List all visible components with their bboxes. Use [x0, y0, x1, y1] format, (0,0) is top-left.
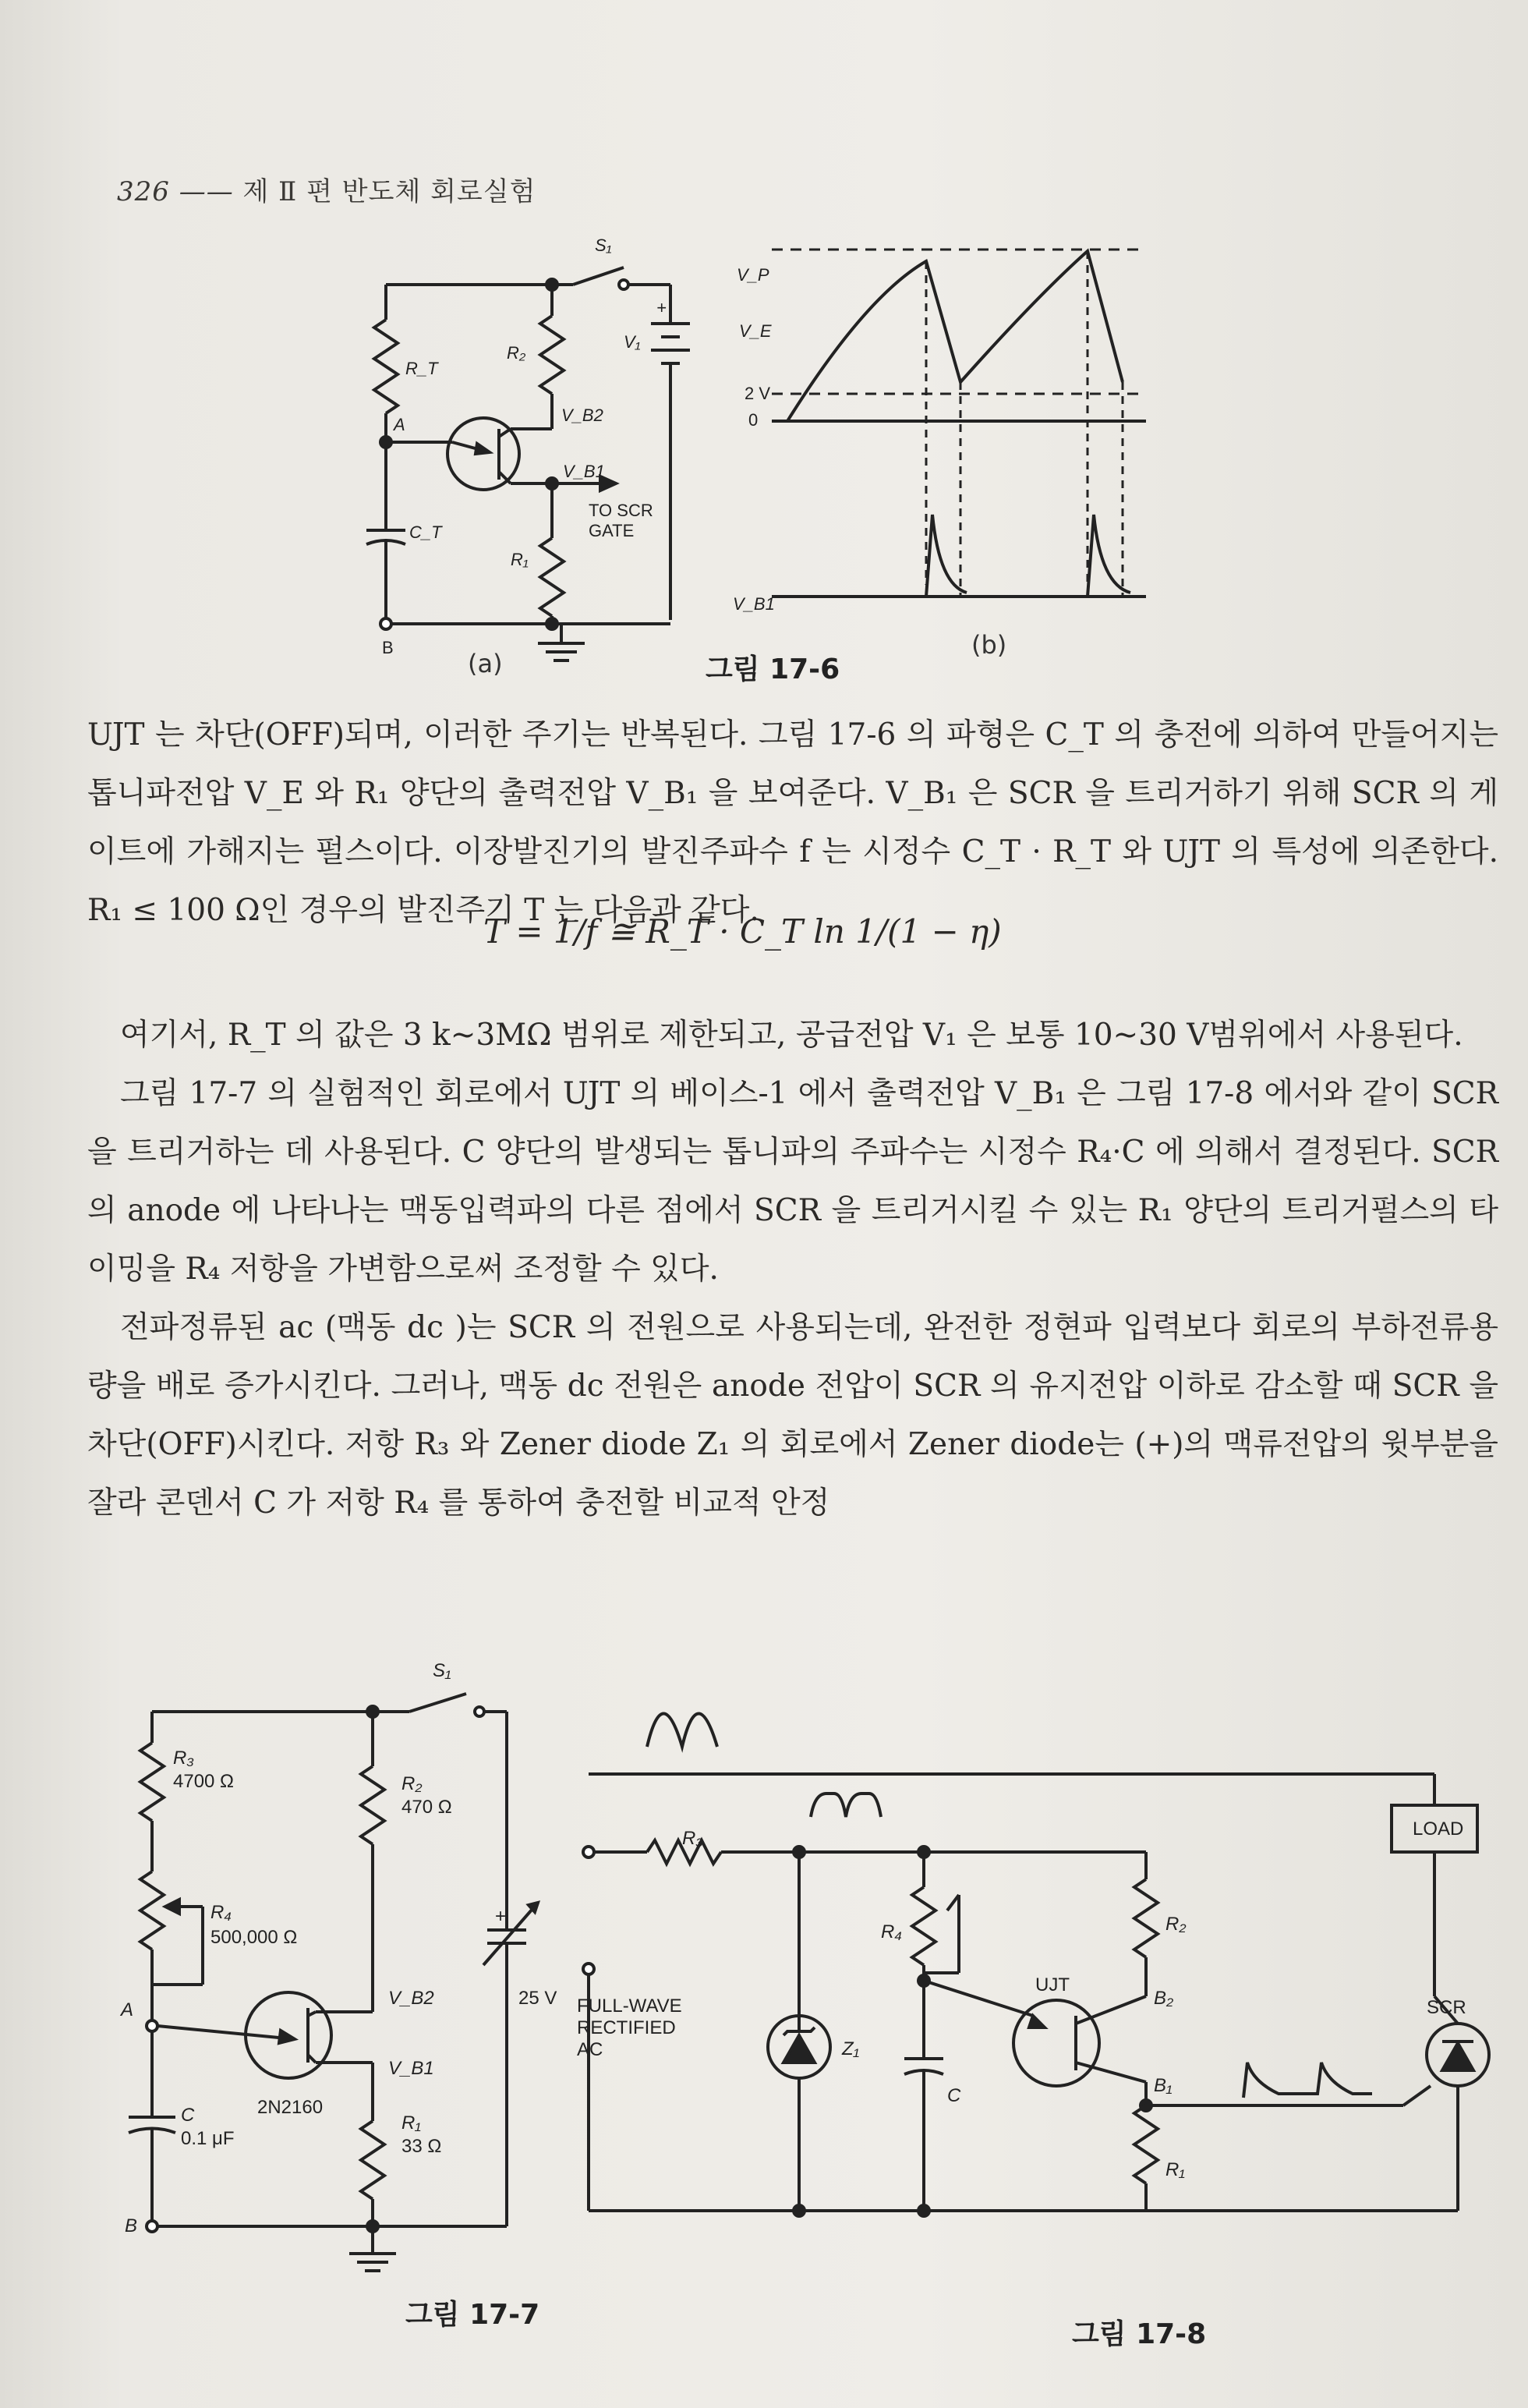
sawtooth-ve — [787, 251, 1123, 421]
label-fw-2: RECTIFIED — [577, 2017, 676, 2038]
label-r1-17-8: R₁ — [1165, 2159, 1185, 2180]
switch-s1-17-7 — [409, 1694, 466, 1712]
label-r4-val: 500,000 Ω — [210, 1927, 298, 1948]
label-b: B — [382, 638, 394, 657]
waveform-full-wave — [647, 1714, 717, 1748]
waveform-clipped — [811, 1794, 881, 1817]
label-b2: B₂ — [1154, 1988, 1174, 2009]
figure-17-8-caption: 그림 17-8 — [1072, 2318, 1207, 2350]
figure-17-7-caption: 그림 17-7 — [405, 2299, 540, 2331]
resistor-r1-17-8 — [1134, 2105, 1158, 2183]
label-vb2-17-7: V_B2 — [388, 1988, 434, 2009]
label-r3: R₃ — [173, 1748, 194, 1769]
figure-17-6-caption: 그림 17-6 — [706, 653, 840, 685]
label-a-17-7: A — [121, 1999, 134, 2020]
label-2v: 2 V — [745, 384, 771, 403]
ujt-17-8 — [1013, 2000, 1099, 2086]
label-2n2160: 2N2160 — [257, 2097, 324, 2118]
label-ct: C_T — [409, 522, 442, 542]
waveform-trigger-pulse — [1243, 2063, 1372, 2098]
body-text-bottom — [87, 1006, 1498, 1532]
label-25v: 25 V — [518, 1988, 557, 2009]
label-s1-17-7: S₁ — [433, 1660, 451, 1681]
label-zero: 0 — [748, 410, 759, 430]
equation-period: T = 1/f ≅ R_T · C_T ln 1/(1 − η) — [483, 912, 1002, 951]
circuit-17-6a — [366, 267, 690, 660]
switch-s1 — [573, 267, 624, 285]
variable-source-25v — [483, 1903, 538, 1965]
chapter-title: 제 Ⅱ 편 반도체 회로실험 — [242, 176, 536, 207]
label-c-17-7: C — [181, 2105, 195, 2126]
paragraph-1: UJT 는 차단(OFF)되며, 이러한 주기는 반복된다. 그림 17-6 의 파형은 C_T 의 충전에 의하여 만들어지는 톱니파전압 V_E 와 R₁ 양단의 출력전압 V_B₁ 을 보여준다. V_B₁ 은 SCR 을 트리거하기 위해 SCR 의 게이트에 가해지는 펄스이다. 이장발진기의 발진주파수 f 는 시정수 C_T · R_T 와 UJT 의 특성에 의존한다. R₁ ≤ 100 Ω인 경우의 발진주기 T 는 다음과 같다. — [87, 717, 1498, 928]
figure-17-6 — [0, 0, 1528, 702]
label-fw-3: AC — [577, 2039, 603, 2060]
potentiometer-r4-17-8 — [912, 1887, 936, 1965]
label-z1: Z₁ — [842, 2038, 860, 2059]
label-b-17-7: B — [125, 2215, 138, 2236]
label-ve: V_E — [739, 321, 772, 341]
label-fw-1: FULL-WAVE — [577, 1995, 682, 2017]
label-r3-17-8: R₃ — [682, 1828, 703, 1849]
waveforms-17-6b — [772, 250, 1146, 597]
pulse-vb1-2 — [1088, 515, 1130, 597]
label-b1: B₁ — [1154, 2075, 1173, 2096]
resistor-r2-17-7 — [361, 1766, 384, 1844]
resistor-r1 — [540, 538, 564, 616]
label-load: LOAD — [1413, 1818, 1464, 1840]
label-vp: V_P — [737, 265, 769, 285]
label-r1-17-7: R₁ — [401, 2112, 421, 2134]
label-a: A — [394, 415, 405, 434]
paragraph-3: 그림 17-7 의 실험적인 회로에서 UJT 의 베이스-1 에서 출력전압 V_B₁ 은 그림 17-8 에서와 같이 SCR 을 트리거하는 데 사용된다. C 양단의 발생되는 톱니파의 주파수는 시정수 R₄·C 에 의해서 결정된다. SCR 의 anode 에 나타나는 맥동입력파의 다른 점에서 SCR 을 트리거시킬 수 있는 R₁ 양단의 트리거펄스의 타이밍을 R₄ 저항을 가변함으로써 조정할 수 있다. — [87, 1076, 1498, 1287]
paragraph-2: 여기서, R_T 의 값은 3 k~3MΩ 범위로 제한되고, 공급전압 V₁ 은 보통 10~30 V범위에서 사용된다. — [120, 1018, 1463, 1053]
label-r2-17-8: R₂ — [1165, 1914, 1187, 1935]
resistor-r2-17-8 — [1134, 1879, 1158, 1957]
resistor-rt — [374, 320, 398, 413]
resistor-r3 — [140, 1743, 164, 1821]
label-vb1-axis: V_B1 — [733, 594, 775, 614]
label-r4-17-8: R₄ — [881, 1921, 902, 1942]
page-number: 326 — [117, 176, 170, 207]
figure-17-7-17-8 — [0, 1638, 1528, 2408]
header-dash: —— — [179, 176, 234, 207]
label-r4: R₄ — [210, 1902, 232, 1923]
label-scr: SCR — [1427, 1997, 1466, 2018]
label-c-17-8: C — [947, 2085, 961, 2106]
label-vb2: V_B2 — [561, 405, 603, 425]
label-rt: R_T — [405, 359, 438, 378]
label-plus-17-7: + — [495, 1906, 507, 1927]
label-r2-val: 470 Ω — [401, 1797, 452, 1818]
label-gate: GATE — [589, 521, 635, 540]
label-v1: V₁ — [624, 332, 641, 352]
label-ujt-17-8: UJT — [1035, 1974, 1070, 1995]
label-r2: R₂ — [507, 343, 526, 363]
label-r3-val: 4700 Ω — [173, 1771, 234, 1792]
resistor-r1-17-7 — [361, 2121, 384, 2199]
label-s1: S₁ — [595, 235, 612, 255]
figure-17-6-sub-a: (a) — [468, 649, 503, 678]
label-vb1: V_B1 — [563, 462, 605, 481]
label-plus: + — [656, 298, 667, 317]
potentiometer-r4 — [140, 1872, 164, 1949]
label-to-scr: TO SCR — [589, 501, 653, 520]
label-r1: R₁ — [511, 550, 529, 569]
resistor-r2 — [540, 316, 564, 394]
figure-17-6-sub-b: (b) — [971, 630, 1007, 660]
body-text-top — [87, 706, 1498, 940]
label-vb1-17-7: V_B1 — [388, 2058, 434, 2079]
label-r2-17-7: R₂ — [401, 1773, 423, 1794]
paragraph-4: 전파정류된 ac (맥동 dc )는 SCR 의 전원으로 사용되는데, 완전한 정현파 입력보다 회로의 부하전류용량을 배로 증가시킨다. 그러나, 맥동 dc 전원은 anode 전압이 SCR 의 유지전압 이하로 감소할 때 SCR 을 차단(OFF)시킨다. 저항 R₃ 와 Zener diode Z₁ 의 회로에서 Zener diode는 (+)의 맥류전압의 윗부분을 잘라 콘덴서 C 가 저항 R₄ 를 통하여 충전할 비교적 안정 — [87, 1310, 1498, 1521]
label-c-val: 0.1 μF — [181, 2128, 235, 2149]
circuit-17-8 — [583, 1714, 1489, 2217]
label-r1-val: 33 Ω — [401, 2136, 442, 2157]
